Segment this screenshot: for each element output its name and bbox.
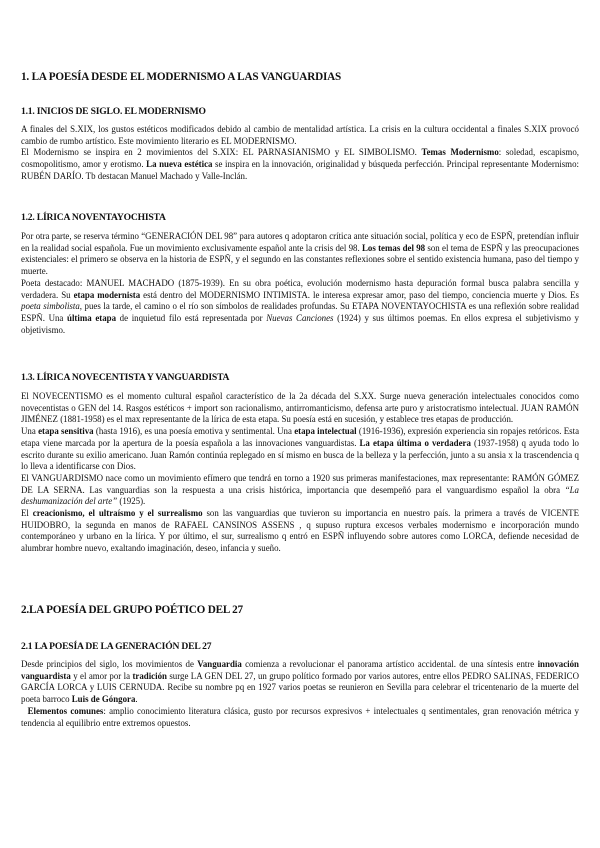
section-heading-1: 1. LA POESÍA DESDE EL MODERNISMO A LAS VANGUARDIAS <box>21 71 342 83</box>
paragraph: El VANGUARDISMO nace como un movimiento efímero que tendrá en torno a 1920 sus primeras manifestaciones, max representante: RAMÓN GÓMEZ DE LA SERNA. Las vanguardias son la respuesta a una crisis histórica, importancia que desempeñó para el vanguardismo español la obra “La deshumanización del arte” (1925). <box>21 472 579 507</box>
subsection-title-1-1: 1.1. INICIOS DE SIGLO. EL MODERNISMO <box>21 106 206 117</box>
paragraph: Elementos comunes: amplio conocimiento literatura clásica, gusto por recursos expresivos + intelectuales q sentimentales, gran renovación métrica y tendencia al equilibrio entre extremos opuestos. <box>21 705 579 728</box>
paragraph: Desde principios del siglo, los movimientos de Vanguardia comienza a revolucionar el panorama artístico accidental. de una síntesis entre innovación vanguardista y el amor por la tradición surge LA GEN DEL 27, un grupo político formado por varios autores, entre ellos PEDRO SALINAS, FEDERICO GARCÍA LORCA y LUIS CERNUDA. Recibe su nombre pq en 1927 varios poetas se reunieron en Sevilla para celebrar el tricentenario de la muerte del poeta barroco Luis de Góngora. <box>21 659 579 705</box>
paragraph: A finales del S.XIX, los gustos estéticos modificados debido al cambio de mentalidad artística. La crisis en la cultura occidental a finales S.XIX provocó cambio de rumbo artístico. Este movimiento literario es EL MODERNISMO. <box>21 124 579 146</box>
section-heading-2: 2.LA POESÍA DEL GRUPO POÉTICO DEL 27 <box>21 604 243 616</box>
paragraph-generacion-27 <box>21 659 579 729</box>
paragraph: El creacionismo, el ultraísmo y el surrealismo son las vanguardias que tuvieron su importancia en nuestro país. la primera a través de VICENTE HUIDOBRO, la segunda en manos de RAFAEL CANSINOS ASSENS , q supuso ruptura excesos verbales modernismo e incorporación mundo contemporáneo y urbano en la lírica. Y por último, el sur, surrealismo q entró en ESPÑ influyendo sobre autores como LORCA, defiende necesidad de alumbrar hombre nuevo, exaltando imaginación, deseo, infancia y sueño. <box>21 508 579 554</box>
paragraph: Por otra parte, se reserva término “GENERACIÓN DEL 98” para autores q adoptaron crítica ante situación social, política y eco de ESPÑ, pretendían influir en la realidad social española. Fue un movimiento exclusivamente español ante la crisis del 98. Los temas del 98 son el tema de ESPÑ y las preocupaciones existenciales: el primero se observa en la historia de ESPÑ, y el segundo en las constantes reflexiones sobre el sentido existencia humana, paso del tiempo y muerte. <box>21 231 579 277</box>
paragraph-novecentismo <box>21 391 579 555</box>
paragraph: El Modernismo se inspira en 2 movimientos del S.XIX: EL PARNASIANISMO y EL SIMBOLISMO. Temas Modernismo: soledad, escapismo, cosmopolitismo, amor y erotismo. La nueva estética se inspira en la innovación, originalidad y búsqueda perfección. Principal representante Modernismo: RUBÉN DARÍO. Tb destacan Manuel Machado y Valle-Inclán. <box>21 147 579 181</box>
paragraph: Una etapa sensitiva (hasta 1916), es una poesía emotiva y sentimental. Una etapa intelectual (1916-1936), expresión experiencia sin ropajes retóricos. Esta etapa viene marcada por la apertura de la poesía española a las innovaciones vanguardistas. La etapa última o verdadera (1937-1958) q ayuda todo lo escrito durante su exilio americano. Juan Ramón continúa replegado en sí mismo en busca de la belleza y la perfección, junto a su ansia x la trascendencia q lo lleva a identificarse con Dios. <box>21 426 580 472</box>
subsection-title-1-2: 1.2. LÍRICA NOVENTAYOCHISTA <box>21 212 166 223</box>
paragraph-noventayochista <box>21 231 579 336</box>
paragraph: El NOVECENTISMO es el momento cultural español característico de la 2a década del S.XX. Surge nueva generación intelectuales conocidos como novecentistas o GEN del 14. Rasgos estéticos + import son racionalismo, antirromanticismo, defensa arte puro y aristocratismo intelectual. JUAN RAMÓN JIMÉNEZ (1881-1958) es el max representante de la lírica de esta etapa. Su poesía está en sucesión, y establece tres etapas de producción. <box>21 391 579 425</box>
paragraph-modernismo <box>21 124 579 183</box>
subsection-title-1-3: 1.3. LÍRICA NOVECENTISTA Y VANGUARDISTA <box>21 372 230 383</box>
subsection-title-2-1: 2.1 LA POESÍA DE LA GENERACIÓN DEL 27 <box>21 641 212 652</box>
paragraph: Poeta destacado: MANUEL MACHADO (1875-1939). En su obra poética, evolución modernismo hasta depuración formal busca palabra sencilla y verdadera. Su etapa modernista está dentro del MODERNISMO INTIMISTA. le interesa expresar amor, paso del tiempo, conciencia muerte y Dios. Es poeta simbolista, pues la tarde, el camino o el río son símbolos de realidades profundas. Su ETAPA NOVENTAYOCHISTA es una reflexión sobre realidad ESPÑ. Una última etapa de inquietud filo está representada por Nuevas Canciones (1924) y sus últimos poemas. En ellos expresa el subjetivismo y objetivismo. <box>21 277 579 335</box>
